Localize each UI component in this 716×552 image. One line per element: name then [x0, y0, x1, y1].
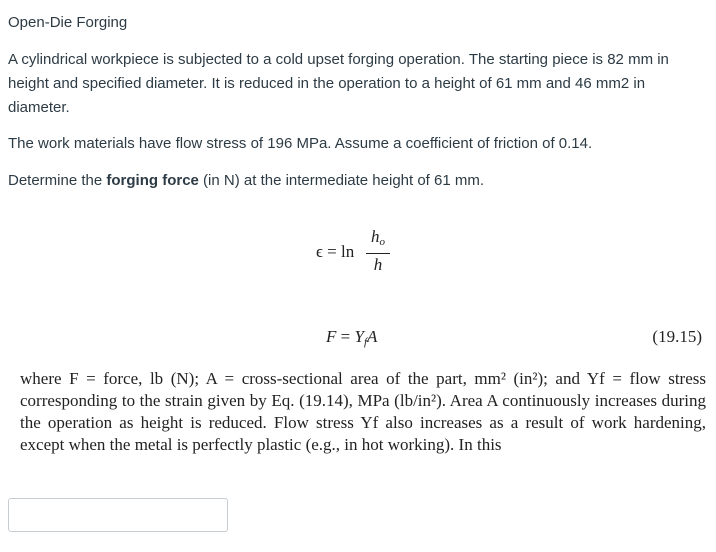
question-title: Open-Die Forging	[8, 14, 128, 31]
task-text-after: (in N) at the intermediate height of 61 mm.	[198, 172, 485, 189]
strain-formula-denominator: h	[373, 255, 383, 274]
question-paragraph-task	[8, 169, 708, 193]
answer-input[interactable]	[8, 498, 228, 532]
question-paragraph-material: The work materials have flow stress of 196 MPa. Assume a coefficient of friction of 0.14.	[8, 135, 593, 152]
force-formula-expression: $F = Y_fA$	[326, 327, 378, 348]
textbook-excerpt: where F = force, lb (N); A = cross-sectional area of the part, mm² (in²); and Yf = flow stress corresponding to the strain given by Eq. (19.14), MPa (lb/in²). Area A continuously increases during the operation as height is reduced. Flow stress Yf also increases as a result of work hardening, except when the metal is perfectly plastic (e.g., in hot working). In this	[20, 369, 706, 454]
question-paragraph-setup: A cylindrical workpiece is subjected to a cold upset forging operation. The starting piece is 82 mm in height and specified diameter. It is reduced in the operation to a height of 61 mm and 46 mm2 in diameter.	[8, 51, 669, 116]
fraction-bar	[366, 253, 390, 254]
force-formula	[0, 327, 716, 351]
strain-formula-fraction	[366, 228, 390, 274]
task-text-bold: forging force	[106, 172, 199, 189]
strain-formula-lhs: ϵ = ln	[316, 242, 355, 261]
equation-number: (19.15)	[652, 327, 702, 346]
task-text-before: Determine the	[8, 172, 107, 189]
strain-formula-numerator: $h_o$	[371, 227, 385, 248]
strain-formula	[0, 228, 716, 278]
